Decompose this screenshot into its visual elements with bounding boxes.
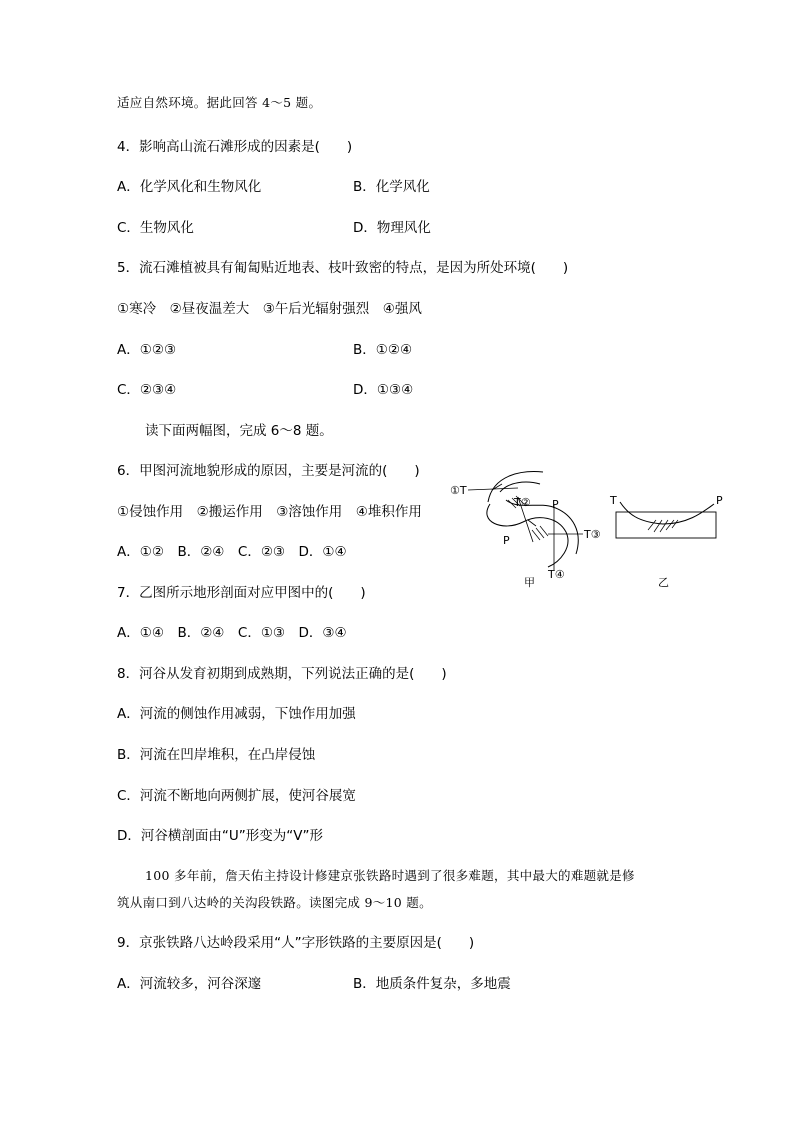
q4-option-d: D．物理风化 bbox=[353, 220, 431, 236]
q9-option-a: A．河流较多，河谷深邃 bbox=[117, 976, 262, 992]
q5-option-b: B．①②④ bbox=[353, 342, 413, 358]
label-t4: T④ bbox=[548, 568, 565, 581]
jia-flow-arrow-2 bbox=[528, 520, 536, 526]
q4-row1 bbox=[117, 177, 430, 197]
q5-row1 bbox=[117, 340, 413, 360]
label-jia: 甲 bbox=[524, 576, 535, 589]
q9-row1 bbox=[117, 974, 511, 994]
q5-option-c: C．②③④ bbox=[117, 382, 177, 398]
q4-option-c: C．生物风化 bbox=[117, 220, 194, 236]
q8-option-b: B．河流在凹岸堆积，在凸岸侵蚀 bbox=[117, 747, 316, 763]
q6-items: ①侵蚀作用 ②搬运作用 ③溶蚀作用 ④堆积作用 bbox=[117, 504, 422, 520]
yi-deposit-hatch bbox=[648, 520, 678, 532]
q4-stem: 4．影响高山流石滩形成的因素是( ) bbox=[117, 139, 353, 155]
jia-deposit-hatch-2 bbox=[532, 526, 548, 540]
q5-option-d: D．①③④ bbox=[353, 382, 414, 398]
q4-option-a: A．化学风化和生物风化 bbox=[117, 179, 262, 195]
label-p-top: P bbox=[552, 498, 559, 511]
q5-option-a: A．①②③ bbox=[117, 342, 177, 358]
label-p-left: P bbox=[503, 534, 510, 547]
q9-option-b: B．地质条件复杂，多地震 bbox=[353, 976, 511, 992]
q5-row2 bbox=[117, 380, 414, 400]
figure-drawing bbox=[448, 462, 728, 592]
q8-option-c: C．河流不断地向两侧扩展，使河谷展宽 bbox=[117, 788, 356, 804]
reading-instruction-1: 读下面两幅图，完成 6～8 题。 bbox=[145, 423, 333, 439]
intro-line: 适应自然环境。据此回答 4～5 题。 bbox=[117, 95, 322, 110]
q8-option-d: D．河谷横剖面由“U”形变为“V”形 bbox=[117, 828, 323, 844]
q5-stem: 5．流石滩植被具有匍匐贴近地表、枝叶致密的特点，是因为所处环境( ) bbox=[117, 260, 569, 276]
yi-frame bbox=[616, 512, 716, 538]
q4-row2 bbox=[117, 218, 431, 238]
q8-stem: 8．河谷从发育初期到成熟期，下列说法正确的是( ) bbox=[117, 666, 447, 682]
yi-profile bbox=[620, 502, 714, 524]
q6-options: A．①② B．②④ C．②③ D．①④ bbox=[117, 544, 347, 560]
label-t1: ①T bbox=[450, 484, 467, 497]
reading-passage-line2: 筑从南口到八达岭的关沟段铁路。读图完成 9～10 题。 bbox=[117, 895, 432, 910]
label-yi-p: P bbox=[716, 494, 723, 507]
label-t3: T③ bbox=[584, 528, 601, 541]
reading-passage-line1: 100 多年前，詹天佑主持设计修建京张铁路时遇到了很多难题，其中最大的难题就是修 bbox=[145, 868, 635, 883]
q9-stem: 9．京张铁路八达岭段采用“人”字形铁路的主要原因是( ) bbox=[117, 935, 475, 951]
label-t2: T② bbox=[514, 496, 531, 509]
q6-stem: 6．甲图河流地貌形成的原因，主要是河流的( ) bbox=[117, 463, 420, 479]
label-yi-t: T bbox=[610, 494, 617, 507]
river-landform-figure bbox=[448, 462, 728, 592]
q8-option-a: A．河流的侧蚀作用减弱，下蚀作用加强 bbox=[117, 706, 356, 722]
label-yi: 乙 bbox=[658, 576, 669, 589]
q7-options: A．①④ B．②④ C．①③ D．③④ bbox=[117, 625, 347, 641]
q7-stem: 7．乙图所示地形剖面对应甲图中的( ) bbox=[117, 585, 366, 601]
q4-option-b: B．化学风化 bbox=[353, 179, 430, 195]
q5-items: ①寒冷 ②昼夜温差大 ③午后光辐射强烈 ④强风 bbox=[117, 301, 422, 317]
